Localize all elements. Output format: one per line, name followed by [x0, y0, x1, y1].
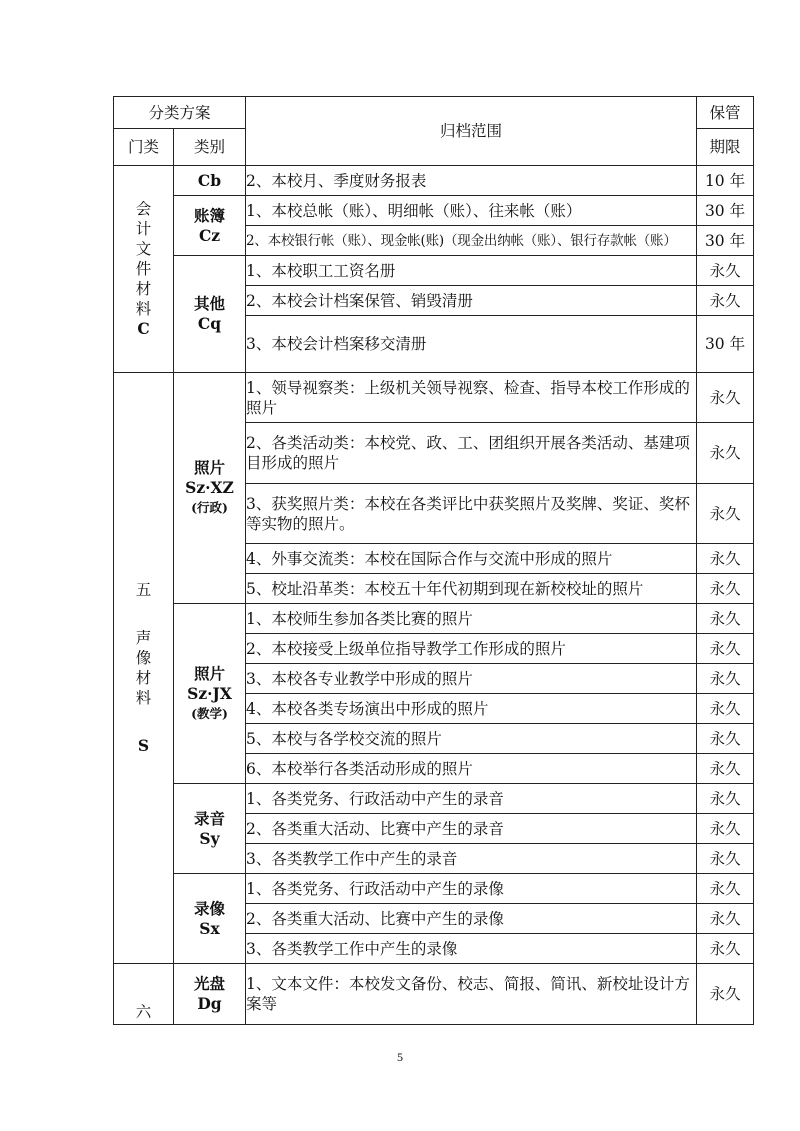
- period-cell: 永久: [697, 964, 754, 1025]
- category-cz: [174, 196, 246, 256]
- door-char: 材: [135, 280, 152, 298]
- category-name: 账簿: [194, 205, 226, 225]
- scope-cell: 1、本校总帐（账）、明细帐（账）、往来帐（账）: [246, 196, 697, 226]
- category-code: Sz·XZ: [185, 478, 234, 497]
- category-name: 照片: [194, 458, 226, 477]
- category-code: Sy: [199, 828, 220, 848]
- door-disc: 六: [114, 964, 174, 1025]
- category-sub: (行政): [191, 500, 228, 515]
- door-char: 会: [135, 200, 152, 218]
- period-cell: 30 年: [697, 226, 754, 256]
- category-code: Cq: [197, 314, 222, 333]
- door-char: 像: [135, 649, 152, 667]
- scope-cell: 2、本校会计档案保管、销毁清册: [246, 286, 697, 316]
- period-cell: 永久: [697, 256, 754, 286]
- door-char: 材: [135, 669, 152, 687]
- category-code: Sx: [199, 918, 220, 938]
- header-retention-line2: 期限: [697, 129, 754, 166]
- period-cell: 永久: [697, 484, 754, 544]
- scope-cell: 5、校址沿革类：本校五十年代初期到现在新校校址的照片: [246, 574, 697, 604]
- category-cb: Cb: [174, 166, 246, 196]
- door-char: 五: [135, 581, 152, 599]
- scope-cell: 2、各类活动类：本校党、政、工、团组织开展各类活动、基建项目形成的照片: [246, 423, 697, 484]
- period-cell: 永久: [697, 634, 754, 664]
- period-cell: 永久: [697, 784, 754, 814]
- scope-cell: 1、领导视察类：上级机关领导视察、检查、指导本校工作形成的照片: [246, 373, 697, 423]
- page-number: 5: [397, 1050, 403, 1064]
- scope-cell: 3、本校会计档案移交清册: [246, 316, 697, 373]
- scope-cell: 2、本校月、季度财务报表: [246, 166, 697, 196]
- scope-cell: 2、各类重大活动、比赛中产生的录像: [246, 904, 697, 934]
- period-cell: 永久: [697, 874, 754, 904]
- door-char: 声: [135, 629, 152, 647]
- scope-cell: 1、本校师生参加各类比赛的照片: [246, 604, 697, 634]
- scope-cell: 3、各类教学工作中产生的录音: [246, 844, 697, 874]
- period-cell: 永久: [697, 724, 754, 754]
- period-cell: 30 年: [697, 316, 754, 373]
- scope-cell: 5、本校与各学校交流的照片: [246, 724, 697, 754]
- period-cell: 永久: [697, 844, 754, 874]
- door-char: 文: [135, 240, 152, 258]
- period-cell: 永久: [697, 544, 754, 574]
- scope-cell: 1、各类党务、行政活动中产生的录音: [246, 784, 697, 814]
- door-code: S: [137, 736, 150, 755]
- scope-cell: 3、获奖照片类：本校在各类评比中获奖照片及奖牌、奖证、奖杯等实物的照片。: [246, 484, 697, 544]
- scope-cell: 4、外事交流类：本校在国际合作与交流中形成的照片: [246, 544, 697, 574]
- scope-cell: 1、文本文件：本校发文备份、校志、简报、简讯、新校址设计方案等: [246, 964, 697, 1025]
- category-dg: [174, 964, 246, 1025]
- door-char: 计: [135, 220, 152, 238]
- period-cell: 永久: [697, 754, 754, 784]
- category-sy: [174, 784, 246, 874]
- period-cell: 永久: [697, 286, 754, 316]
- header-category-sub: 类别: [174, 129, 246, 166]
- category-code: Cz: [198, 225, 221, 245]
- scope-cell: 2、本校银行帐（账）、现金帐(账)（现金出纳帐（账）、银行存款帐（账）: [246, 226, 697, 256]
- header-retention-line1: 保管: [697, 97, 754, 129]
- door-accounting: [114, 166, 174, 373]
- header-archive-scope: 归档范围: [246, 97, 697, 166]
- category-name: 照片: [194, 663, 226, 683]
- period-cell: 10 年: [697, 166, 754, 196]
- category-cq: [174, 256, 246, 373]
- category-name: 光盘: [194, 974, 226, 993]
- category-name: 录像: [194, 898, 226, 918]
- door-char: 料: [135, 689, 152, 707]
- door-audiovisual: [114, 373, 174, 964]
- scope-cell: 3、本校各专业教学中形成的照片: [246, 664, 697, 694]
- period-cell: 永久: [697, 694, 754, 724]
- category-szxz: [174, 373, 246, 604]
- category-name: 录音: [194, 808, 226, 828]
- period-cell: 永久: [697, 423, 754, 484]
- category-name: 其他: [194, 294, 226, 313]
- scope-cell: 1、各类党务、行政活动中产生的录像: [246, 874, 697, 904]
- category-code: Dg: [197, 994, 222, 1013]
- period-cell: 永久: [697, 604, 754, 634]
- period-cell: 永久: [697, 934, 754, 964]
- category-sub: (教学): [191, 705, 228, 721]
- scope-cell: 2、各类重大活动、比赛中产生的录音: [246, 814, 697, 844]
- door-code: C: [137, 319, 150, 338]
- period-cell: 永久: [697, 904, 754, 934]
- period-cell: 永久: [697, 814, 754, 844]
- period-cell: 永久: [697, 664, 754, 694]
- category-code: Sz·JX: [187, 683, 232, 703]
- scope-cell: 1、本校职工工资名册: [246, 256, 697, 286]
- category-sx: [174, 874, 246, 964]
- period-cell: 永久: [697, 574, 754, 604]
- period-cell: 永久: [697, 373, 754, 423]
- scope-cell: 3、各类教学工作中产生的录像: [246, 934, 697, 964]
- period-cell: 30 年: [697, 196, 754, 226]
- category-szjx: [174, 604, 246, 784]
- header-classification-scheme: 分类方案: [114, 97, 246, 129]
- scope-cell: 6、本校举行各类活动形成的照片: [246, 754, 697, 784]
- archive-scope-table: [113, 96, 754, 1025]
- scope-cell: 4、本校各类专场演出中形成的照片: [246, 694, 697, 724]
- door-char: 件: [135, 260, 152, 278]
- door-char: 料: [135, 300, 152, 318]
- header-category-class: 门类: [114, 129, 174, 166]
- scope-cell: 2、本校接受上级单位指导教学工作形成的照片: [246, 634, 697, 664]
